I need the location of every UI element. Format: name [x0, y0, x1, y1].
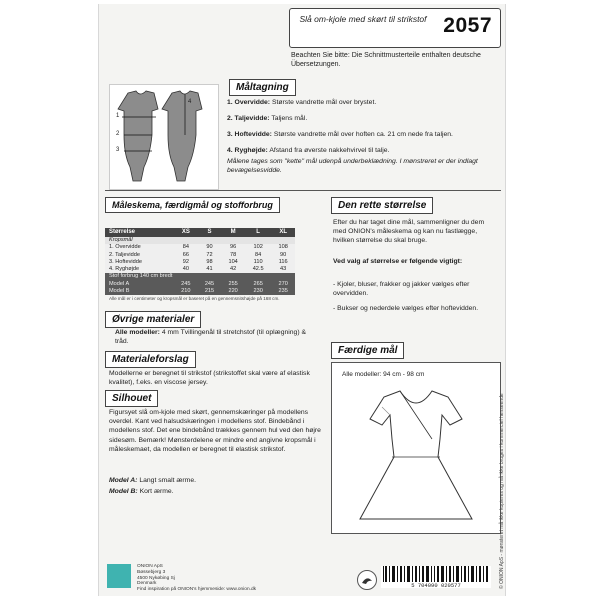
figure-number-3: 3: [116, 147, 120, 153]
company-address: ONION ApS Bøssebjerg 3 4500 Nykøbing Sj Denmark Find inspiration på ONION's hjemmeside: www.onion.dk: [137, 564, 257, 593]
divider: [105, 190, 501, 191]
maltagning-list: [227, 98, 499, 182]
figure-number-4: 4: [188, 99, 192, 105]
model-a-text: Model A: Langt smalt ærme.: [109, 477, 197, 484]
table-row: Model B 210 215 220 230 235: [105, 288, 295, 295]
size-table-heading: Måleskema, færdigmål og stofforbrug: [105, 197, 280, 213]
measure-item-1: 1. Overvidde: Største vandrette mål over brystet.: [227, 99, 377, 106]
bodysuit-figure-icon: [110, 85, 218, 189]
maltagning-heading: Måltagning: [229, 79, 296, 96]
ovrige-text: Alle modeller: 4 mm Tvillingenål til stretchstof (til oplægning) & tråd.: [115, 329, 307, 345]
dress-silhouette-icon: [346, 385, 486, 527]
table-row: Model A 245 245 255 265 270: [105, 281, 295, 288]
finished-garment-box: [331, 362, 501, 534]
onion-logo: [107, 564, 131, 588]
silhouet-text: Figursyet slå om-kjole med skørt, gennemskæringer på modellens overdel. Kant ved halsudskæringen i modellens stof. Bindebånd i modellens stof. Det ene bindebånd trækkes gennem hul ved den højre sidesøm. Bemærk! Mønsterdelene er mindre end angivne kropsmål i måleskemaet, da modellen er beregnet til elastisk strikstof.: [109, 409, 321, 453]
barcode-number: 5 704090 020577: [411, 582, 461, 589]
materialeforslag-heading: Materialeforslag: [105, 351, 196, 368]
measure-item-2: 2. Taljevidde: Taljens mål.: [227, 115, 308, 122]
body-measure-figures: [109, 84, 219, 190]
table-row: Stof forbrug 140 cm bredt: [105, 273, 295, 280]
barcode-icon: [381, 566, 491, 582]
barcode: [381, 566, 491, 588]
side-copyright: © ONION ApS - mønsteret må ikke kopieres og må ikke bruges i kommerciel henseende: [499, 393, 505, 589]
size-table: [105, 228, 295, 295]
pattern-number: 2057: [443, 14, 492, 37]
bullet-item: - Kjoler, bluser, frakker og jakker vælges efter overvidden.: [333, 281, 470, 297]
figure-number-2: 2: [116, 131, 120, 137]
title-box: [289, 8, 501, 48]
german-note: Beachten Sie bitte: Die Schnittmusterteile enthalten deutsche Übersetzungen.: [291, 52, 481, 68]
faerdige-mal-heading: Færdige mål: [331, 342, 404, 359]
silhouet-heading: Silhouet: [105, 390, 158, 407]
measure-item-3: 3. Hoftevidde: Største vandrette mål over hoften ca. 21 cm nede fra taljen.: [227, 131, 453, 138]
figure-number-1: 1: [116, 113, 120, 119]
model-b-text: Model B: Kort ærme.: [109, 488, 174, 495]
rette-storrelse-intro: Efter du har taget dine mål, sammenligner du dem med ONION's måleskema og kan nu fastlægge, hvilken størrelse du skal bruge.: [333, 219, 485, 244]
pattern-title: Slå om-kjole med skørt til strikstof: [299, 14, 427, 24]
swan-eco-icon: [357, 570, 377, 590]
pattern-envelope-page: [98, 4, 506, 596]
table-row: 1. Overvidde 84 90 96 102 108: [105, 244, 295, 251]
table-footnote: Alle mål er i centimeter og kropsmål er baseret på en gennemsnitshøjde på 168 cm.: [109, 296, 280, 301]
table-row: 3. Hoftevidde 92 98 104 110 116: [105, 259, 295, 266]
measure-item-4: 4. Ryghøjde: Afstand fra øverste nakkehvirvel til talje.: [227, 147, 390, 154]
table-row: 2. Taljevidde 66 72 78 84 90: [105, 252, 295, 259]
table-header-row: Størrelse XS S M L XL: [105, 228, 295, 237]
materialeforslag-text: Modellerne er beregnet til strikstof (strikstoffet skal være af elastisk kvalitet), f.eks. en viscose jersey.: [109, 370, 310, 386]
table-row: Kropsmål: [105, 237, 295, 244]
bullet-item: - Bukser og nederdele vælges efter hoftevidden.: [333, 305, 479, 312]
rette-storrelse-heading: Den rette størrelse: [331, 197, 433, 214]
ovrige-heading: Øvrige materialer: [105, 311, 201, 328]
table-row: 4. Ryghøjde 40 41 42 42.5 43: [105, 266, 295, 273]
measure-note: Målene tages som "kette" mål udenpå underbeklædning. I mønstreret er der indlagt bevægelsesvidde.: [227, 158, 478, 174]
finished-caption: Alle modeller: 94 cm - 98 cm: [342, 371, 425, 378]
rette-storrelse-subhead: Ved valg af størrelse er følgende vigtigt:: [333, 258, 463, 265]
